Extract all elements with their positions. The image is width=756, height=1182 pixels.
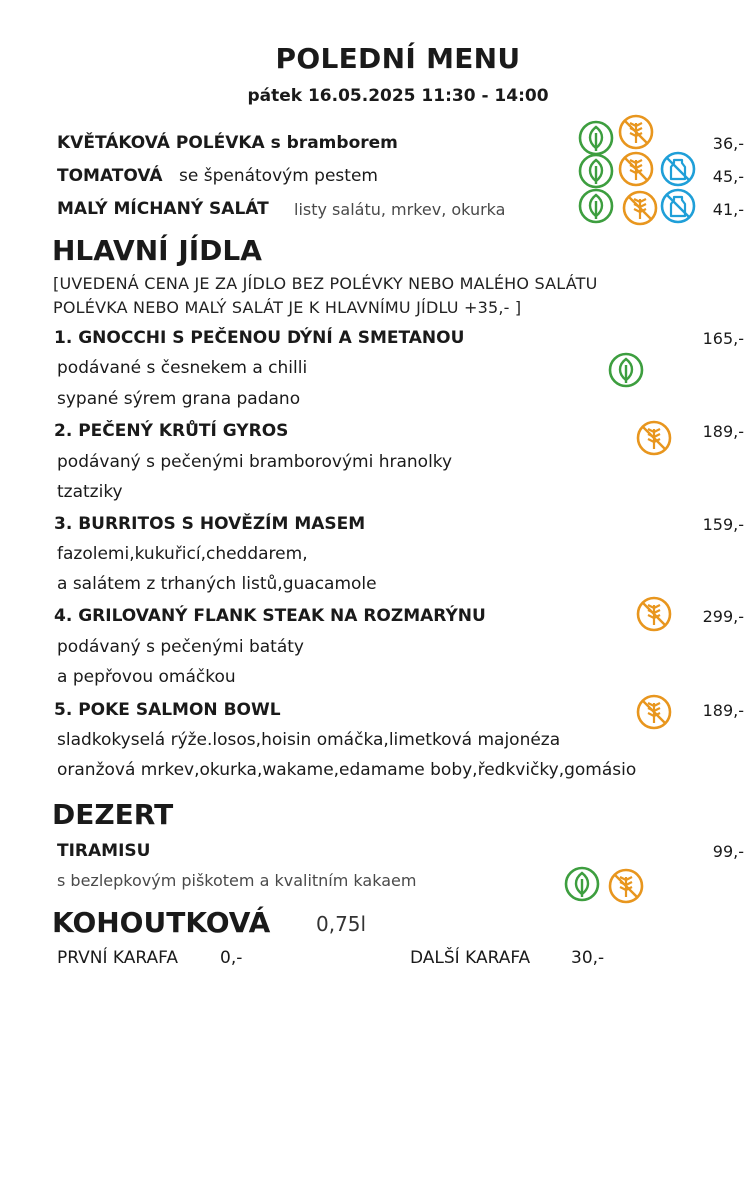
soup-1-price: 36,- — [712, 134, 744, 153]
salad-desc: listy salátu, mrkev, okurka — [294, 200, 506, 219]
gluten-free-icon — [636, 420, 672, 456]
main-item-3-line1: fazolemi,kukuřicí,cheddarem, — [57, 544, 308, 564]
main-item-2-price: 189,- — [702, 422, 744, 441]
soup-1-name: KVĚTÁKOVÁ POLÉVKA s bramborem — [57, 133, 398, 153]
lactose-free-icon — [660, 188, 696, 224]
tap-next-label: DALŠÍ KARAFA — [410, 948, 531, 968]
main-item-5-price: 189,- — [702, 701, 744, 720]
main-note-line1: [UVEDENÁ CENA JE ZA JÍDLO BEZ POLÉVKY NEBO MALÉHO SALÁTU — [53, 274, 598, 293]
dessert-heading: DEZERT — [52, 798, 174, 831]
salad-name: MALÝ MÍCHANÝ SALÁT — [57, 199, 269, 219]
main-item-5-name: 5. POKE SALMON BOWL — [54, 700, 281, 720]
gluten-free-icon — [636, 596, 672, 632]
date-line: pátek 16.05.2025 11:30 - 14:00 — [247, 86, 549, 106]
main-item-1-line2: sypané sýrem grana padano — [57, 389, 301, 409]
main-item-4-name: 4. GRILOVANÝ FLANK STEAK NA ROZMARÝNU — [54, 606, 486, 626]
main-item-3-name: 3. BURRITOS S HOVĚZÍM MASEM — [54, 514, 366, 534]
main-item-4-line2: a pepřovou omáčkou — [57, 667, 236, 687]
vegan-leaf-icon — [564, 866, 600, 902]
main-item-2-name: 2. PEČENÝ KRŮTÍ GYROS — [54, 421, 289, 441]
vegan-leaf-icon — [578, 188, 614, 224]
main-item-1-name: 1. GNOCCHI S PEČENOU DÝNÍ A SMETANOU — [54, 328, 465, 348]
main-item-3-line2: a salátem z trhaných listů,guacamole — [57, 574, 377, 594]
tap-first-price: 0,- — [220, 948, 243, 968]
main-item-2-line2: tzatziky — [57, 482, 123, 502]
vegan-leaf-icon — [578, 153, 614, 189]
gluten-free-icon — [608, 868, 644, 904]
gluten-free-icon — [622, 190, 658, 226]
main-item-2-line1: podávaný s pečenými bramborovými hranolky — [57, 452, 453, 472]
main-item-5-line1: sladkokyselá rýže.losos,hoisin omáčka,limetková majonéza — [57, 730, 561, 750]
tap-first-label: PRVNÍ KARAFA — [57, 948, 178, 968]
vegan-leaf-icon — [578, 120, 614, 156]
dessert-name: TIRAMISU — [57, 841, 151, 861]
main-item-1-line1: podávané s česnekem a chilli — [57, 358, 308, 378]
dessert-desc: s bezlepkovým piškotem a kvalitním kakaem — [57, 871, 417, 890]
salad-price: 41,- — [712, 200, 744, 219]
tap-next-price: 30,- — [571, 948, 605, 968]
soup-2-price: 45,- — [712, 167, 744, 186]
lactose-free-icon — [660, 151, 696, 187]
gluten-free-icon — [618, 151, 654, 187]
main-item-3-price: 159,- — [702, 515, 744, 534]
soup-2-name: TOMATOVÁ — [57, 166, 163, 186]
main-item-4-line1: podávaný s pečenými batáty — [57, 637, 304, 657]
tap-volume: 0,75l — [316, 912, 367, 936]
main-item-5-line2: oranžová mrkev,okurka,wakame,edamame boby,ředkvičky,gomásio — [57, 760, 637, 780]
main-note-line2: POLÉVKA NEBO MALÝ SALÁT JE K HLAVNÍMU JÍDLU +35,- ] — [53, 298, 522, 317]
soup-2-desc: se špenátovým pestem — [179, 166, 378, 186]
main-item-1-price: 165,- — [702, 329, 744, 348]
dessert-price: 99,- — [712, 842, 744, 861]
vegan-leaf-icon — [608, 352, 644, 388]
page-title: POLEDNÍ MENU — [275, 42, 521, 75]
tap-heading: KOHOUTKOVÁ — [52, 906, 271, 939]
gluten-free-icon — [636, 694, 672, 730]
gluten-free-icon — [618, 114, 654, 150]
main-item-4-price: 299,- — [702, 607, 744, 626]
main-heading: HLAVNÍ JÍDLA — [52, 234, 262, 267]
